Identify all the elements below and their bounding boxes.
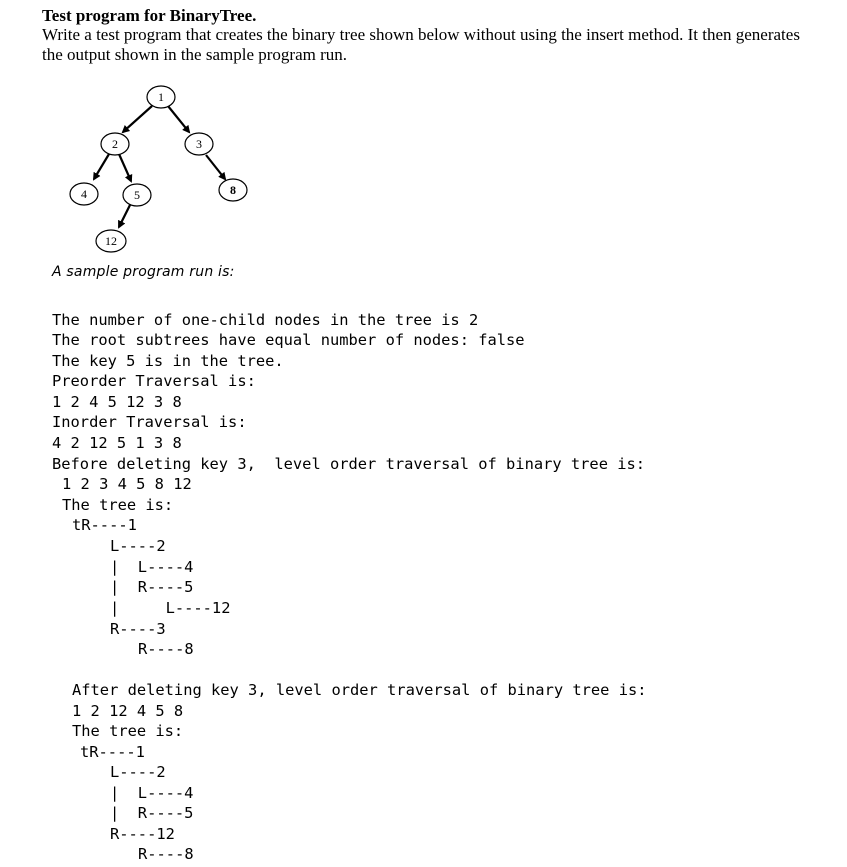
sample-run-label: A sample program run is: [52,264,235,280]
edge-1-3 [168,106,189,132]
output-line: R----8 [138,640,194,658]
output-line: The number of one-child nodes in the tree is 2 [52,311,479,329]
output-line: L----2 [110,763,166,781]
output-line: R----12 [110,825,175,843]
output-line: 4 2 12 5 1 3 8 [52,434,182,452]
output-line: The tree is: [62,496,174,514]
output-line: R----3 [110,620,166,638]
output-line: Preorder Traversal is: [52,372,256,390]
output-line: After deleting key 3, level order traversal of binary tree is: [72,681,647,699]
svg-text:8: 8 [230,183,236,197]
svg-text:4: 4 [81,187,87,201]
description-line-2: the output shown in the sample program run. [42,45,348,64]
svg-text:12: 12 [105,234,117,248]
output-line: R----8 [138,845,194,863]
output-line: | L----4 [110,784,194,802]
output-line: The key 5 is in the tree. [52,352,284,370]
output-line: Inorder Traversal is: [52,413,247,431]
output-line: Before deleting key 3, level order traversal of binary tree is: [52,455,646,473]
output-line: | L----4 [110,558,194,576]
output-line: 1 2 12 4 5 8 [72,702,184,720]
tree-node-3 [185,133,213,155]
svg-text:3: 3 [196,137,202,151]
output-line: | R----5 [110,804,194,822]
edge-1-2 [123,106,152,132]
output-line: L----2 [110,537,166,555]
edge-2-5 [119,154,131,181]
output-line: 1 2 3 4 5 8 12 [62,475,192,493]
edge-3-8 [206,155,225,179]
edge-2-4 [94,154,109,179]
tree-node-5 [123,184,151,206]
problem-description [42,25,842,65]
edge-5-12 [119,205,130,227]
output-line: | L----12 [110,599,231,617]
output-line: tR----1 [80,743,145,761]
problem-title: Test program for BinaryTree. [42,6,257,25]
svg-text:1: 1 [158,90,164,104]
output-line: 1 2 4 5 12 3 8 [52,393,182,411]
tree-node-8 [219,179,247,201]
tree-node-1 [147,86,175,108]
output-line: | R----5 [110,578,194,596]
svg-text:5: 5 [134,188,140,202]
output-line: The root subtrees have equal number of nodes: false [52,331,525,349]
tree-node-4 [70,183,98,205]
svg-text:2: 2 [112,137,118,151]
description-line-1: Write a test program that creates the binary tree shown below without using the insert method. It then generates [42,25,800,44]
tree-node-12 [96,230,126,252]
binary-tree-diagram [62,82,262,262]
output-line: tR----1 [72,516,137,534]
tree-node-2 [101,133,129,155]
output-line: The tree is: [72,722,184,740]
